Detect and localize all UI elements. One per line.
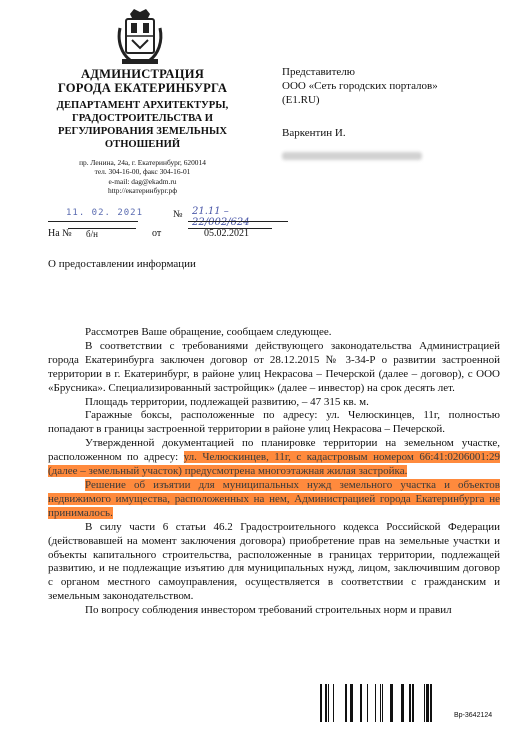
reference-date-line [188, 228, 272, 229]
reference-row [48, 228, 278, 242]
letter-body [48, 326, 500, 618]
reference-from-label: от [152, 228, 162, 239]
recipient-block: Представителю ООО «Сеть городских порталов» (E1.RU) [282, 66, 438, 106]
paragraph: Рассмотрев Ваше обращение, сообщаем следующее. [85, 326, 332, 338]
registration-date-line [48, 221, 138, 222]
redacted-email [282, 152, 422, 160]
organization-name: АДМИНИСТРАЦИЯ ГОРОДА ЕКАТЕРИНБУРГА [57, 67, 228, 95]
registration-row [48, 206, 258, 228]
coat-of-arms-icon [116, 8, 164, 68]
paragraph: В силу части 6 статьи 46.2 Градостроительного кодекса Российской Федерации (действовавшей на момент заключения договора) приобретение прав на земельные участки и объекты капитального строительства, расположенные в границах территории, подлежащей развитию, и не подлежащие изъятию для муниципальных нужд, лицом, заключившим договор с органом местного самоуправления, осуществляется в соответствии с гражданским и земельным законодательством. [48, 520, 500, 603]
paragraph: Гаражные боксы, расположенные по адресу: ул. Челюскинцев, 11г, полностью попадают в границы застроенной территории в районе улиц Некрасова – Печерской. [48, 409, 500, 436]
reference-na-label: На № [48, 228, 72, 239]
registration-number-line [188, 221, 288, 222]
barcode-icon [320, 684, 432, 722]
paragraph [48, 479, 500, 521]
registration-number-label: № [173, 209, 183, 220]
website-text: http://екатеринбург.рф [107, 186, 178, 196]
registration-date: 11. 02. 2021 [66, 208, 144, 218]
address-text: пр. Ленина, 24а, г. Екатеринбург, 620014 [79, 158, 206, 167]
phone-text: тел. 304-16-00, факс 304-16-01 [94, 167, 191, 177]
highlighted-text: ул. Челюскинцев, 11г, с кадастровым номером 66:41:0206001:29 (далее – земельный участок) предусмотрена многоэтажная жилая застройка. [48, 451, 500, 478]
paragraph: По вопросу соблюдения инвестором требований строительных норм и правил [85, 604, 452, 617]
recipient-name: Варкентин И. [282, 127, 346, 139]
reference-number: б/н [86, 229, 98, 239]
registration-number: 21.11 – 22/002/624 [192, 206, 250, 228]
email-text: e-mail: dag@ekadm.ru [108, 176, 177, 186]
reference-date: 05.02.2021 [204, 228, 249, 239]
paragraph: В соответствии с требованиями действующего законодательства Администрацией города Екатеринбурга заключен договор от 28.12.2015 № 3-34-Р о развитии застроенной территории в г. Екатеринбург, в районе улиц Некрасова – Печерской (далее – договор), с ООО «Брусника». Специализированный застройщик» (далее – инвестор) на срок десять лет. [48, 339, 500, 394]
document-code: Вр-3642124 [454, 712, 493, 719]
reference-number-line [68, 228, 136, 229]
highlighted-text: Решение об изъятии для муниципальных нужд земельного участка и объектов недвижимого имущества, расположенных на нем, Администрацией города Екатеринбурга не принималось. [48, 478, 500, 519]
paragraph: Утвержденной документацией по планировке территории на земельном участке, расположенном по адресу: ул. Челюскинцев, 11г, с кадастровым номером 66:41:0206001:29 (далее – земельный участок) предусмотрена многоэтажная жилая застройка. [48, 437, 500, 478]
letter-subject: О предоставлении информации [48, 258, 196, 270]
contact-info [40, 158, 245, 196]
department-name: ДЕПАРТАМЕНТ АРХИТЕКТУРЫ, ГРАДОСТРОИТЕЛЬСТВА И РЕГУЛИРОВАНИЯ ЗЕМЕЛЬНЫХ ОТНОШЕНИЙ [56, 100, 229, 150]
paragraph: Площадь территории, подлежащей развитию, – 47 315 кв. м. [85, 395, 369, 408]
